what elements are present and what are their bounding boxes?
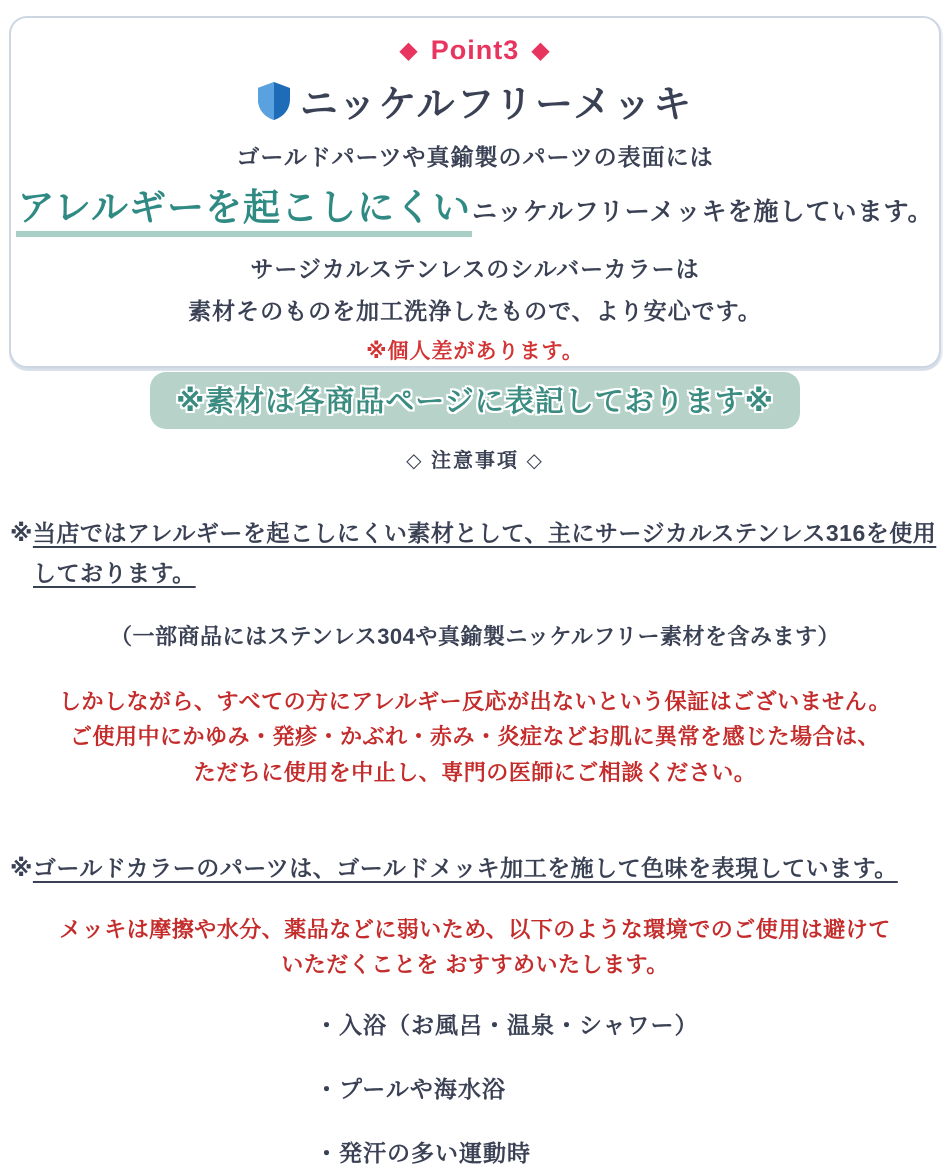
warning-line: ただちに使用を中止し、専門の医師にご相談ください。: [193, 759, 757, 785]
notice-item-stainless316-text: 当店ではアレルギーを起こしにくい素材として、主にサージカルステンレス316を使用しております。: [32, 520, 937, 587]
notice-item-gold-plating-text: ゴールドカラーのパーツは、ゴールドメッキ加工を施して色味を表現しています。: [32, 855, 898, 882]
point3-badge: [11, 35, 939, 66]
shield-icon: [257, 81, 291, 121]
allergy-highlight-row: [11, 187, 939, 237]
diamond-icon: ◆: [531, 37, 551, 64]
notice-subnote: （一部商品にはステンレス304や真鍮製ニッケルフリー素材を含みます）: [109, 623, 841, 649]
notice-item-stainless316: [10, 513, 942, 594]
card-title-row: [11, 73, 939, 128]
point3-label: Point3: [430, 35, 520, 65]
individual-difference-note: ※個人差があります。: [366, 339, 584, 363]
notice-heading: ◇ 注意事項 ◇: [406, 450, 544, 472]
notice-section: [0, 444, 950, 1168]
point3-card: [9, 16, 941, 418]
list-item: ・発汗の多い運動時: [315, 1139, 531, 1166]
warning-line: いただくことを おすすめいたします。: [281, 952, 669, 978]
notice-item-gold-plating: [10, 852, 942, 884]
card-line-2: サージカルステンレスのシルバーカラーは: [250, 255, 700, 282]
list-item: ・入浴（お風呂・温泉・シャワー）: [315, 1011, 699, 1038]
avoid-situations-list: [315, 1007, 950, 1168]
card-title: ニッケルフリーメッキ: [299, 84, 694, 126]
allergy-highlight-suffix: ニッケルフリーメッキを施しています。: [472, 198, 934, 226]
list-item: ・プールや海水浴: [315, 1075, 506, 1102]
reference-mark: ※: [10, 520, 33, 546]
warning-line: ご使用中にかゆみ・発疹・かぶれ・赤み・炎症などお肌に異常を感じた場合は、: [69, 724, 880, 750]
card-line-1: ゴールドパーツや真鍮製のパーツの表面には: [236, 144, 714, 170]
plating-warning-block: [0, 912, 950, 983]
diamond-icon: ◆: [399, 37, 419, 64]
allergy-warning-block: [0, 684, 950, 791]
warning-line: しかしながら、すべての方にアレルギー反応が出ないという保証はございません。: [59, 688, 891, 714]
material-info-pill: ※素材は各商品ページに表記しております※: [150, 372, 800, 429]
card-line-3: 素材そのものを加工洗浄したもので、より安心です。: [188, 297, 762, 324]
pill-wrap: [11, 365, 939, 429]
allergy-highlight-text: アレルギーを起こしにくい: [16, 187, 472, 237]
reference-mark: ※: [10, 855, 33, 882]
warning-line: メッキは摩擦や水分、薬品などに弱いため、以下のような環境でのご使用は避けて: [59, 916, 891, 942]
